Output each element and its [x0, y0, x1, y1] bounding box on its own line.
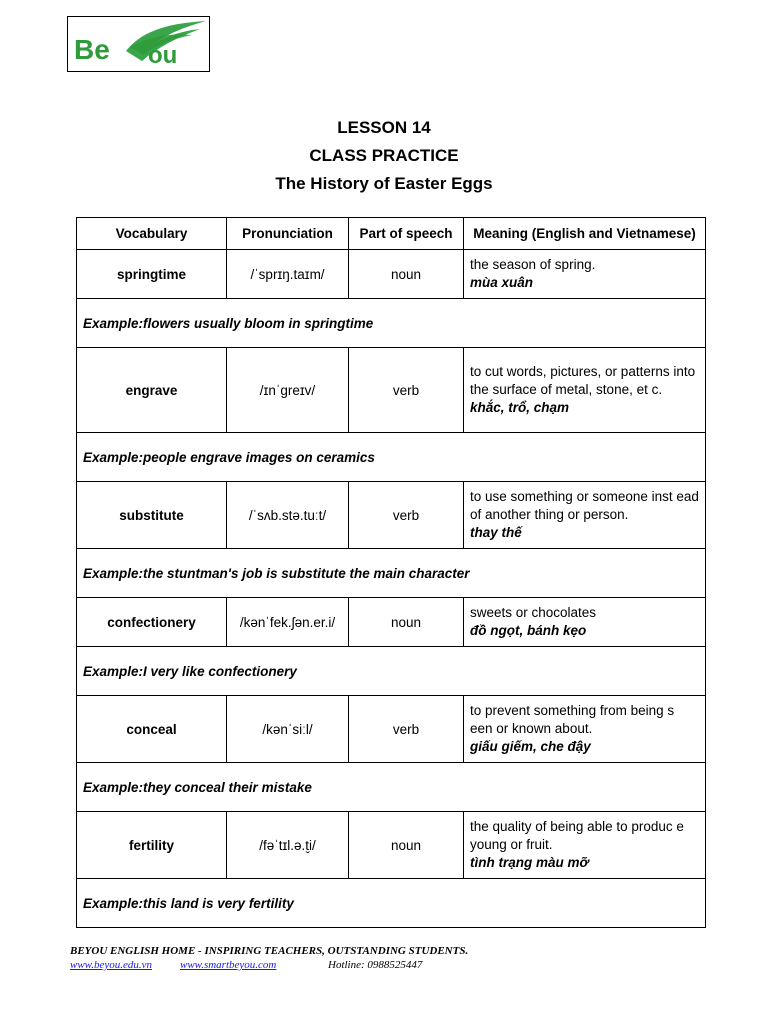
- table-row: [77, 812, 706, 879]
- vocab-ipa: /kənˈfek.ʃən.er.i/: [227, 598, 349, 647]
- meaning-vietnamese: giấu giếm, che đậy: [470, 739, 591, 754]
- example-row: [77, 549, 706, 598]
- meaning-english: to use something or someone inst ead of another thing or person.: [470, 489, 699, 522]
- vocab-word: fertility: [77, 812, 227, 879]
- meaning-vietnamese: tình trạng màu mỡ: [470, 855, 589, 870]
- meaning-vietnamese: mùa xuân: [470, 275, 534, 290]
- table-row: [77, 696, 706, 763]
- example-row: [77, 433, 706, 482]
- vocab-ipa: /ɪnˈɡreɪv/: [227, 348, 349, 433]
- example-sentence: Example:I very like confectionery: [77, 647, 706, 696]
- meaning-english: the quality of being able to produc e young or fruit.: [470, 819, 684, 852]
- vocab-word: confectionery: [77, 598, 227, 647]
- meaning-english: the season of spring.: [470, 257, 596, 272]
- lesson-title: The History of Easter Eggs: [275, 174, 493, 193]
- vocab-pos: verb: [349, 348, 464, 433]
- table-row: [77, 482, 706, 549]
- example-row: [77, 299, 706, 348]
- example-row: [77, 879, 706, 928]
- footer-links: [70, 958, 468, 972]
- example-sentence: Example:this land is very fertility: [77, 879, 706, 928]
- lesson-subtitle: CLASS PRACTICE: [309, 146, 459, 165]
- example-sentence: Example:people engrave images on ceramics: [77, 433, 706, 482]
- column-header-part-of-speech: Part of speech: [349, 218, 464, 250]
- logo-text-be: Be: [74, 34, 110, 65]
- vocab-ipa: /ˈsprɪŋ.taɪm/: [227, 250, 349, 299]
- beyou-logo: [67, 16, 210, 72]
- table-header-row: [77, 218, 706, 250]
- footer-hotline: Hotline: 0988525447: [328, 959, 423, 971]
- page-footer: [70, 944, 468, 972]
- vocab-pos: noun: [349, 598, 464, 647]
- column-header-pronunciation: Pronunciation: [227, 218, 349, 250]
- example-sentence: Example:flowers usually bloom in springtime: [77, 299, 706, 348]
- vocab-pos: verb: [349, 482, 464, 549]
- meaning-vietnamese: đồ ngọt, bánh kẹo: [470, 623, 587, 638]
- vocab-meaning: [464, 696, 706, 763]
- vocab-word: springtime: [77, 250, 227, 299]
- footer-link-smartbeyou[interactable]: www.smartbeyou.com: [180, 959, 277, 971]
- vocab-ipa: /kənˈsiːl/: [227, 696, 349, 763]
- meaning-english: to cut words, pictures, or patterns into the surface of metal, stone, et c.: [470, 364, 696, 397]
- column-header-vocabulary: Vocabulary: [77, 218, 227, 250]
- vocab-meaning: [464, 812, 706, 879]
- example-row: [77, 763, 706, 812]
- footer-slogan: BEYOU ENGLISH HOME - INSPIRING TEACHERS, OUTSTANDING STUDENTS.: [70, 945, 469, 957]
- example-row: [77, 647, 706, 696]
- vocab-word: conceal: [77, 696, 227, 763]
- meaning-vietnamese: thay thế: [470, 525, 522, 540]
- lesson-header: [0, 114, 768, 198]
- table-row: [77, 598, 706, 647]
- vocab-word: engrave: [77, 348, 227, 433]
- vocab-pos: noun: [349, 812, 464, 879]
- vocab-word: substitute: [77, 482, 227, 549]
- meaning-english: sweets or chocolates: [470, 605, 597, 620]
- vocab-meaning: [464, 250, 706, 299]
- vocab-ipa: /ˈsʌb.stə.tuːt/: [227, 482, 349, 549]
- table-row: [77, 348, 706, 433]
- footer-link-beyou[interactable]: www.beyou.edu.vn: [70, 959, 152, 971]
- meaning-english: to prevent something from being s een or known about.: [470, 703, 675, 736]
- meaning-vietnamese: khắc, trổ, chạm: [470, 400, 570, 415]
- beyou-logo-graphic: [68, 17, 211, 73]
- vocab-meaning: [464, 348, 706, 433]
- vocab-ipa: /fəˈtɪl.ə.t̬i/: [227, 812, 349, 879]
- example-sentence: Example:the stuntman's job is substitute the main character: [77, 549, 706, 598]
- vocab-meaning: [464, 598, 706, 647]
- logo-text-ou: ou: [148, 42, 178, 69]
- vocab-pos: verb: [349, 696, 464, 763]
- example-sentence: Example:they conceal their mistake: [77, 763, 706, 812]
- lesson-number: LESSON 14: [337, 118, 431, 137]
- vocabulary-table: [76, 217, 706, 928]
- table-row: [77, 250, 706, 299]
- column-header-meaning: Meaning (English and Vietnamese): [464, 218, 706, 250]
- vocab-meaning: [464, 482, 706, 549]
- vocab-pos: noun: [349, 250, 464, 299]
